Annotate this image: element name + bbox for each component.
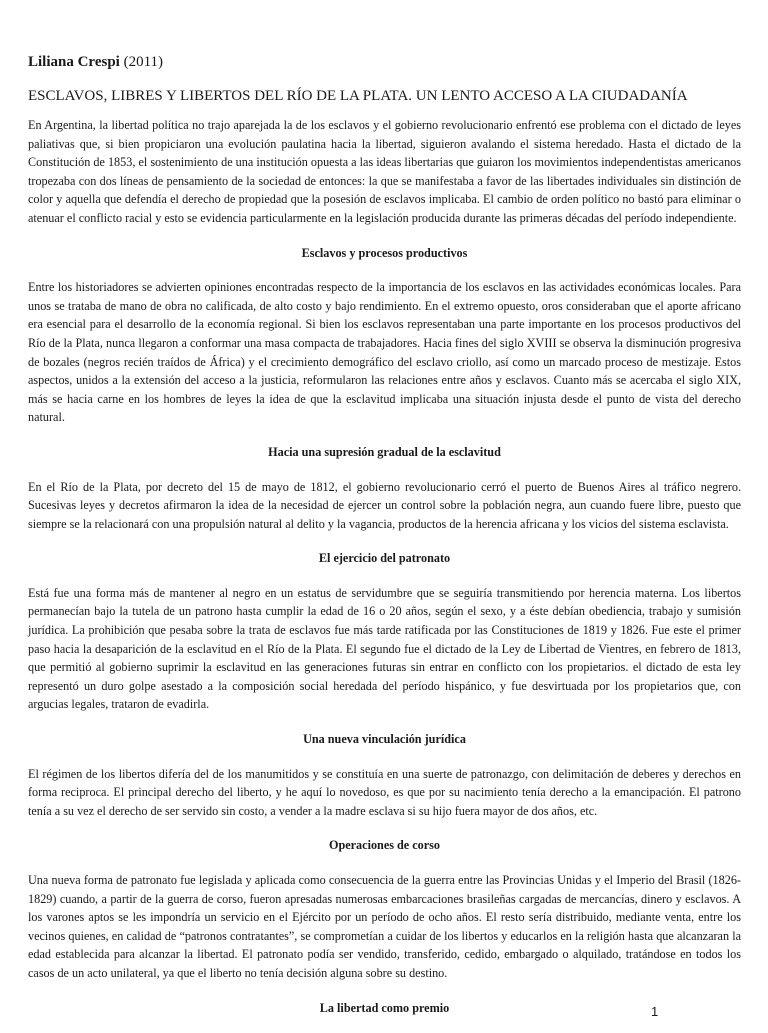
section-heading-vinculacion: Una nueva vinculación jurídica (303, 732, 466, 747)
section-heading-esclavos: Esclavos y procesos productivos (301, 245, 468, 260)
section-text-corso: Una nueva forma de patronato fue legislada y aplicada como consecuencia de la guerra entre las Provincias Unidas y el Imperio del Brasil (1826-1829) cuando, a partir de la guerra de corso, fueron apresadas numerosas embarcaciones brasileñas cargadas de mercancías, dinero y esclavos. A los varones aptos se les impondría un servicio en el Ejército por un período de ocho años. El resto sería distribuido, mediante venta, entre los vecinos quienes, en calidad de “patronos contratantes”, se comprometían a cuidar de los libertos y educarlos en la religión hasta que alcanzaran la edad establecida para alcanzar la libertad. El patronato podía ser vendido, transferido, cedido, embargado o alquilado, tratándose en todos los casos de un acto unilateral, ya que el liberto no tenía decisión alguna sobre su destino. (28, 873, 741, 980)
section-heading-supresion: Hacia una supresión gradual de la esclavitud (268, 444, 501, 459)
document-body (28, 52, 741, 1033)
section-heading-libertad: La libertad como premio (319, 1000, 450, 1015)
author-line (28, 52, 741, 72)
section-text-supresion: En el Río de la Plata, por decreto del 15 de mayo de 1812, el gobierno revolucionario cerró el puerto de Buenos Aires al tráfico negrero. Sucesivas leyes y decretos afirmaron la idea de la necesidad de ejercer un control sobre la población negra, aun cuando fuere libre, puesto que siempre se la relacionará con una propulsión natural al delito y la vagancia, productos de la herencia africana y los vicios del sistema esclavista. (28, 479, 741, 531)
section-text-vinculacion: El régimen de los libertos difería del de los manumitidos y se constituía en una suerte de patronazgo, con delimitación de deberes y derechos en forma reciproca. El principal derecho del liberto, y he aquí lo novedoso, es que por su nacimiento tenía derecho a la emancipación. El patrono tenía a su vez el derecho de ser servido sin costo, a vender a la madre esclava si su hijo fuera mayor de dos años, etc. (28, 766, 741, 818)
author-name: Liliana Crespi (28, 54, 120, 70)
publication-year: (2011) (123, 54, 164, 70)
intro-paragraph: En Argentina, la libertad política no trajo aparejada la de los esclavos y el gobierno revolucionario enfrentó ese problema con el dictado de leyes paliativas que, si bien propiciaron una evolución paulatina hacia la libertad, siguieron avalando el sistema heredado. Hasta el dictado de la Constitución de 1853, el sostenimiento de una institución opuesta a las ideas libertarias que guiaron los movimientos independentistas americanos tropezaba con dos líneas de pensamiento de la sociedad de entonces: la que se manifestaba a favor de las libertades individuales sin distinción de color y aquella que defendía el derecho de propiedad que la posesión de esclavos implicaba. El cambio de orden político no bastó para eliminar o atenuar el conflicto racial y esto se evidencia particularmente en la legislación producida durante las primeras décadas del período independiente. (28, 118, 741, 225)
section-text-esclavos: Entre los historiadores se advierten opiniones encontradas respecto de la importancia de los esclavos en las actividades económicas locales. Para unos se trataba de mano de obra no calificada, de alto costo y bajo rendimiento. En el extremo opuesto, oros consideraban que el aporte africano era esencial para el desarrollo de la economía regional. Si bien los esclavos representaban una parte importante en los procesos productivos del Río de la Plata, nunca llegaron a conformar una masa compacta de trabajadores. Hacia fines del siglo XVIII se observa la disminución progresiva de bozales (negros recién traídos de África) y el crecimiento demográfico del esclavo criollo, así como un marcado proceso de mestizaje. Estos aspectos, unidos a la extensión del acceso a la justicia, reformularon las relaciones entre años y esclavos. Cuanto más se acercaba el siglo XIX, más se hacia carne en los hombres de leyes la idea de que la esclavitud implicaba una situación injusta desde el punto de vista del derecho natural. (28, 280, 741, 425)
section-heading-corso: Operaciones de corso (328, 838, 441, 853)
document-title: ESCLAVOS, LIBRES Y LIBERTOS DEL RÍO DE LA PLATA. UN LENTO ACCESO A LA CIUDADANÍA (28, 88, 688, 104)
section-heading-patronato: El ejercicio del patronato (318, 551, 451, 566)
section-text-patronato: Está fue una forma más de mantener al negro en un estatus de servidumbre que se seguiría transmitiendo por herencia materna. Los libertos permanecían bajo la tutela de un patrono hasta cumplir la edad de 16 o 20 años, según el sexo, y a éste debían obediencia, trabajo y sumisión jurídica. La prohibición que pesaba sobre la trata de esclavos fue más tarde ratificada por las Constituciones de 1819 y 1826. Fue este el primer paso hacia la desaparición de la esclavitud en el Río de la Plata. El segundo fue el dictado de la Ley de Libertad de Vientres, en febrero de 1813, que permitió al gobierno suprimir la esclavitud en las generaciones futuras sin entrar en conflicto con los propietarios. el dictado de esta ley representó un duro golpe asestado a la composición social heredada del período hispánico, y fue desvirtuada por los propietarios que, con argucias legales, trataron de evadirla. (28, 585, 741, 712)
page-number: 1 (651, 1004, 659, 1019)
